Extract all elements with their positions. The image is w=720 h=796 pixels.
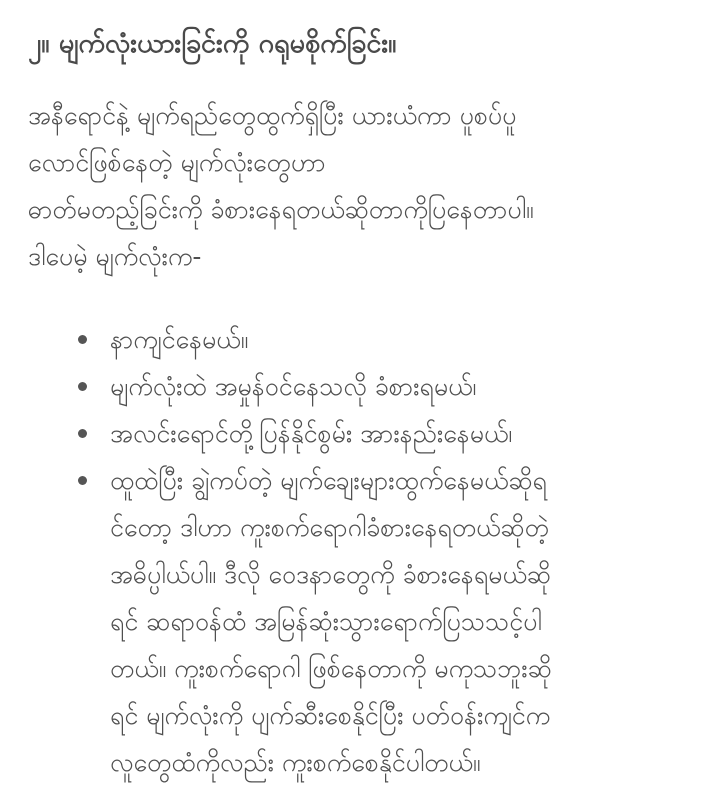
- list-item: [28, 363, 692, 410]
- bullet-dot-icon: [78, 335, 87, 344]
- list-item-text: နာကျင်နေမယ်။: [110, 325, 249, 354]
- list-item-text: မျက်လုံးထဲ အမှုန်ဝင်နေသလို ခံစားရမယ်၊: [110, 372, 477, 401]
- bullet-dot-icon: [78, 476, 87, 485]
- list-item-text: အလင်းရောင်တို့ပြန်နိုင်စွမ်း အားနည်းနေမယ်၊: [110, 419, 513, 448]
- list-item: [28, 316, 692, 363]
- list-item-text: ထူထဲပြီး ချွဲကပ်တဲ့ မျက်ချေးများထွက်နေမယ်ဆိုရ င်တော့ ဒါဟာ ကူးစက်ရောဂါခံစားနေရတယ်ဆိုတဲ့ အဓိပ္ပါယ်ပါ။ ဒီလို ဝေဒနာတွေကို ခံစားနေရမယ်ဆို ရင် ဆရာဝန်ထံ အမြန်ဆုံးသွားရောက်ပြသသင့်ပါ တယ်။ ကူးစက်ရောဂါ ဖြစ်နေတာကို မကုသဘူးဆို ရင် မျက်လုံးကို ပျက်ဆီးစေနိုင်ပြီး ပတ်ဝန်းကျင်က လူတွေထံကိုလည်း ကူးစက်စေနိုင်ပါတယ်။: [110, 466, 552, 777]
- intro-paragraph: အနီရောင်နဲ့ မျက်ရည်တွေထွက်ရှိပြီး ယားယံကာ ပူစပ်ပူ လောင်ဖြစ်နေတဲ့ မျက်လုံးတွေဟာ ဓာတ်မတည့်ခြင်းကို ခံစားနေရတယ်ဆိုတာကိုပြနေတာပါ။ ဒါပေမဲ့ မျက်လုံးက-: [28, 101, 534, 271]
- section-heading: ၂။ မျက်လုံးယားခြင်းကို ဂရုမစိုက်ခြင်း။: [28, 28, 397, 59]
- list-item: [28, 410, 692, 457]
- list-item: [28, 457, 692, 786]
- symptom-list: [28, 316, 692, 786]
- bullet-dot-icon: [78, 429, 87, 438]
- bullet-dot-icon: [78, 382, 87, 391]
